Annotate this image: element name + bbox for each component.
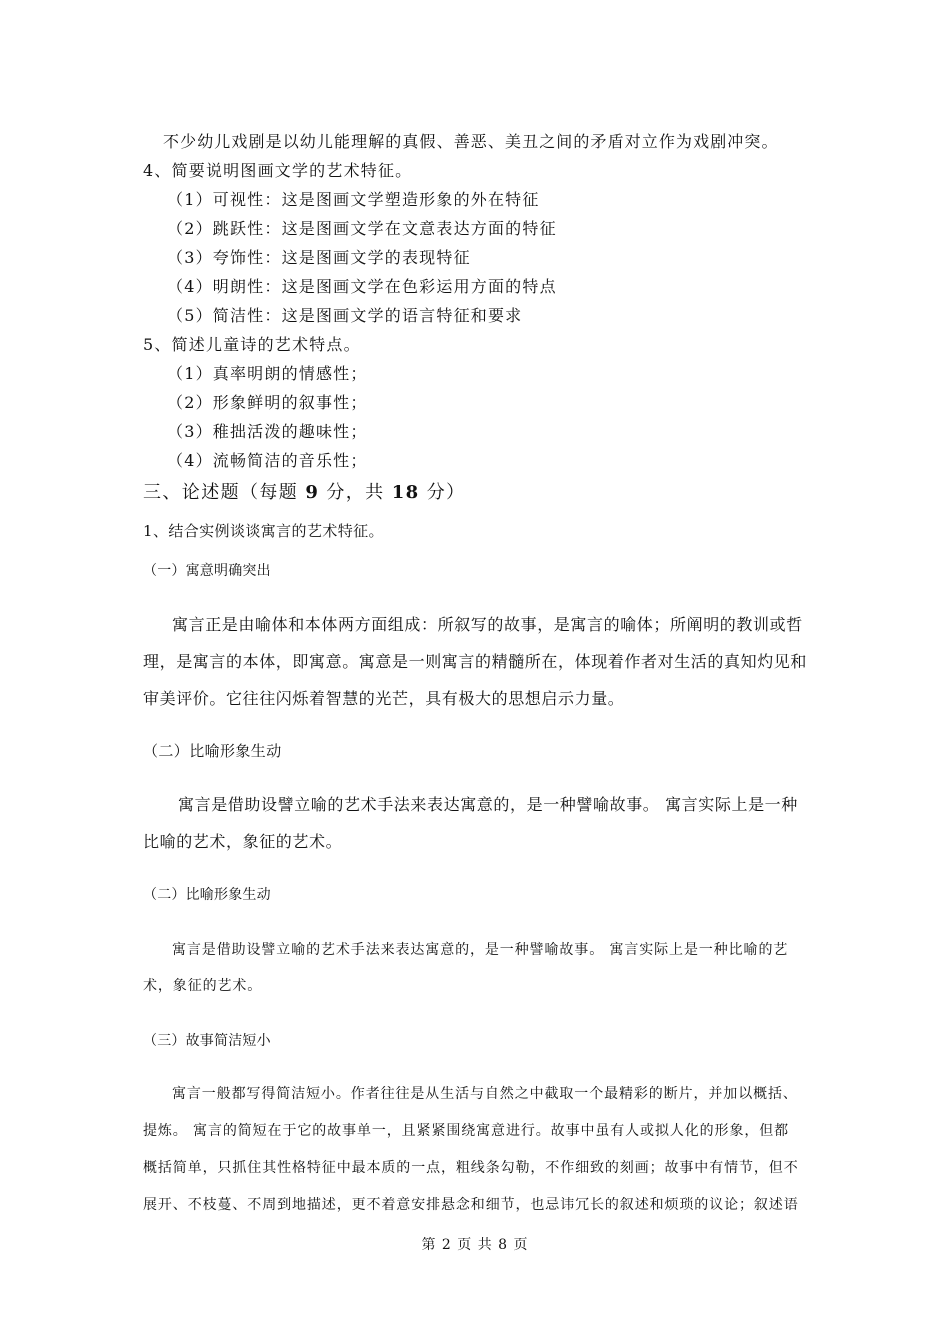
- list-item: （4）流畅简洁的音乐性；: [167, 451, 368, 470]
- subsection-heading: （三）故事简洁短小: [143, 1033, 271, 1049]
- paragraph-line: 审美评价。它往往闪烁着智慧的光芒，具有极大的思想启示力量。: [143, 689, 625, 708]
- paragraph-line: 理，是寓言的本体，即寓意。寓意是一则寓言的精髓所在，体现着作者对生活的真知灼见和: [143, 652, 808, 671]
- paragraph-line: 概括简单，只抓住其性格特征中最本质的一点，粗线条勾勒，不作细致的刻画；故事中有情节，但不: [143, 1160, 799, 1176]
- list-item: （2）形象鲜明的叙事性；: [167, 393, 368, 412]
- list-item: （2）跳跃性：这是图画文学在文意表达方面的特征: [167, 219, 557, 238]
- paragraph-line: 术，象征的艺术。: [143, 978, 263, 994]
- essay-question-1: 1、结合实例谈谈寓言的艺术特征。: [143, 522, 384, 540]
- paragraph-line: 比喻的艺术，象征的艺术。: [143, 832, 343, 851]
- subsection-heading: （二）比喻形象生动: [143, 742, 282, 760]
- list-item: （1）真率明朗的情感性；: [167, 364, 368, 383]
- list-item: （1）可视性：这是图画文学塑造形象的外在特征: [167, 190, 540, 209]
- subsection-heading: （二）比喻形象生动: [143, 887, 271, 903]
- question-5-heading: 5、简述儿童诗的艺术特点。: [143, 335, 361, 354]
- list-item: （4）明朗性：这是图画文学在色彩运用方面的特点: [167, 277, 557, 296]
- paragraph-line: 寓言一般都写得简洁短小。作者往往是从生活与自然之中截取一个最精彩的断片，并加以概括、: [172, 1086, 798, 1102]
- section-three-heading: 三、论述题（每题 9 分，共 18 分）: [143, 482, 466, 503]
- paragraph-line: 展开、不枝蔓、不周到地描述，更不着意安排悬念和细节，也忌讳冗长的叙述和烦琐的议论；叙述语: [143, 1197, 799, 1213]
- question-4-heading: 4、简要说明图画文学的艺术特征。: [143, 161, 413, 180]
- text-line: 不少幼儿戏剧是以幼儿能理解的真假、善恶、美丑之间的矛盾对立作为戏剧冲突。: [163, 132, 779, 151]
- page-footer: 第 2 页 共 8 页: [421, 1237, 529, 1253]
- paragraph-line: 提炼。 寓言的简短在于它的故事单一，且紧紧围绕寓意进行。故事中虽有人或拟人化的形象，但都: [143, 1123, 790, 1139]
- paragraph-line: 寓言是借助设譬立喻的艺术手法来表达寓意的，是一种譬喻故事。 寓言实际上是一种比喻的艺: [172, 942, 789, 958]
- list-item: （5）简洁性：这是图画文学的语言特征和要求: [167, 306, 523, 325]
- list-item: （3）稚拙活泼的趣味性；: [167, 422, 368, 441]
- subsection-heading: （一）寓意明确突出: [143, 563, 271, 579]
- list-item: （3）夸饰性：这是图画文学的表现特征: [167, 248, 471, 267]
- paragraph-line: 寓言是借助设譬立喻的艺术手法来表达寓意的，是一种譬喻故事。 寓言实际上是一种: [178, 795, 798, 814]
- paragraph-line: 寓言正是由喻体和本体两方面组成：所叙写的故事，是寓言的喻体；所阐明的教训或哲: [172, 615, 803, 634]
